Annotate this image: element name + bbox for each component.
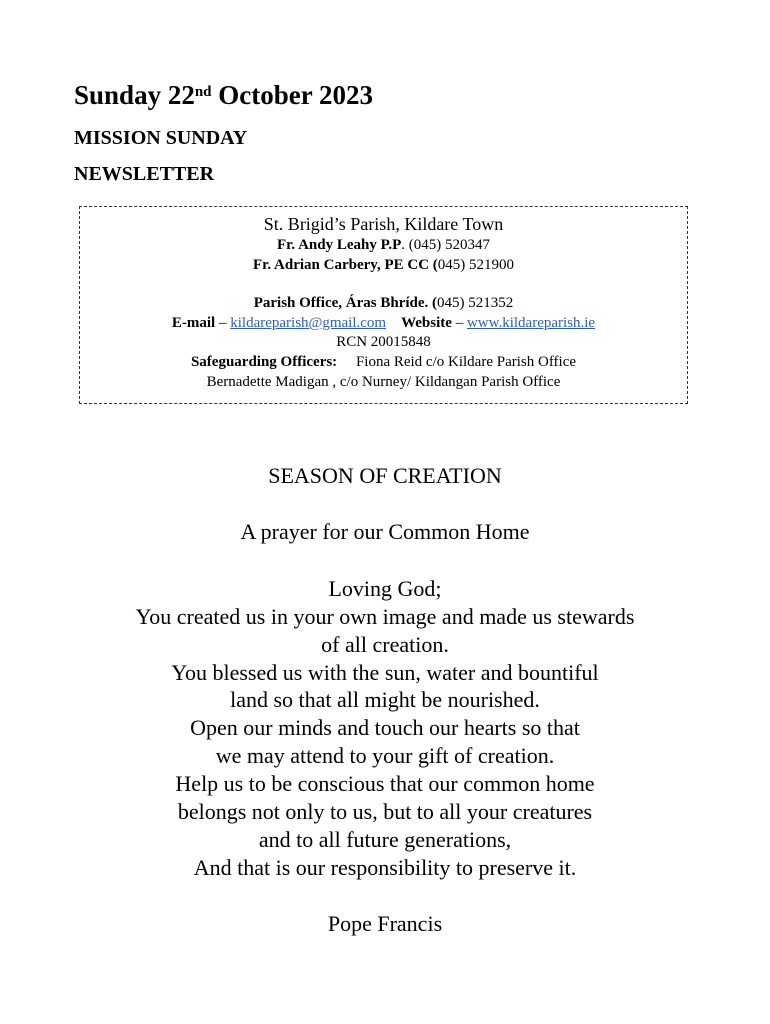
prayer-line: You blessed us with the sun, water and bountiful (171, 660, 599, 685)
website-label: Website (401, 315, 452, 331)
prayer-author: Pope Francis (327, 911, 443, 936)
website-separator: – (451, 315, 467, 331)
prayer-line: You created us in your own image and made us stewards (135, 604, 635, 629)
prayer-line: Open our minds and touch our hearts so that (190, 715, 580, 740)
prayer-line: we may attend to your gift of creation. (215, 743, 555, 768)
priest-2 (80, 256, 687, 275)
parish-info-box (79, 206, 688, 404)
priest-1-name: Fr. Andy Leahy P.P (276, 237, 402, 253)
safeguarding-officer-1: Fiona Reid c/o Kildare Parish Office (355, 354, 577, 370)
email-label: E-mail (171, 315, 216, 331)
email-link[interactable]: kildareparish@gmail.com (230, 315, 387, 331)
prayer-line: belongs not only to us, but to all your creatures (177, 799, 593, 824)
prayer-line: Loving God; (328, 576, 442, 601)
prayer-title: A prayer for our Common Home (240, 519, 530, 544)
page-title (74, 78, 373, 112)
priest-1 (80, 236, 687, 255)
season-heading: SEASON OF CREATION (268, 463, 502, 488)
website-link[interactable]: www.kildareparish.ie (466, 315, 596, 331)
prayer-line: And that is our responsibility to preserve it. (193, 855, 577, 880)
safeguarding-officer-2: Bernadette Madigan , c/o Nurney/ Kildangan Parish Office (206, 374, 561, 390)
parish-office-phone: 045) 521352 (437, 295, 514, 311)
newsletter-heading: NEWSLETTER (74, 163, 215, 185)
parish-office (80, 294, 687, 313)
parish-office-label: Parish Office, Áras Bhríde. ( (253, 295, 438, 311)
priest-2-phone: 045) 521900 (437, 257, 515, 273)
prayer-line: land so that all might be nourished. (230, 687, 540, 712)
email-separator: – (215, 315, 231, 331)
prayer-line: and to all future generations, (258, 827, 512, 852)
mission-sunday-heading: MISSION SUNDAY (74, 127, 248, 149)
prayer-line: of all creation. (321, 632, 449, 657)
safeguarding-label: Safeguarding Officers: (190, 354, 338, 370)
contact-line (80, 314, 687, 333)
rcn-number: RCN 20015848 (336, 334, 431, 350)
priest-1-phone: . (045) 520347 (401, 237, 491, 253)
parish-name: St. Brigid’s Parish, Kildare Town (263, 214, 504, 234)
safeguarding-line-1 (80, 353, 687, 372)
date-suffix: nd (194, 84, 212, 100)
priest-2-name: Fr. Adrian Carbery, PE CC ( (252, 257, 438, 273)
prayer-line: Help us to be conscious that our common home (175, 771, 595, 796)
date-month-year: October 2023 (211, 80, 373, 110)
date-day: Sunday 22 (74, 80, 195, 110)
